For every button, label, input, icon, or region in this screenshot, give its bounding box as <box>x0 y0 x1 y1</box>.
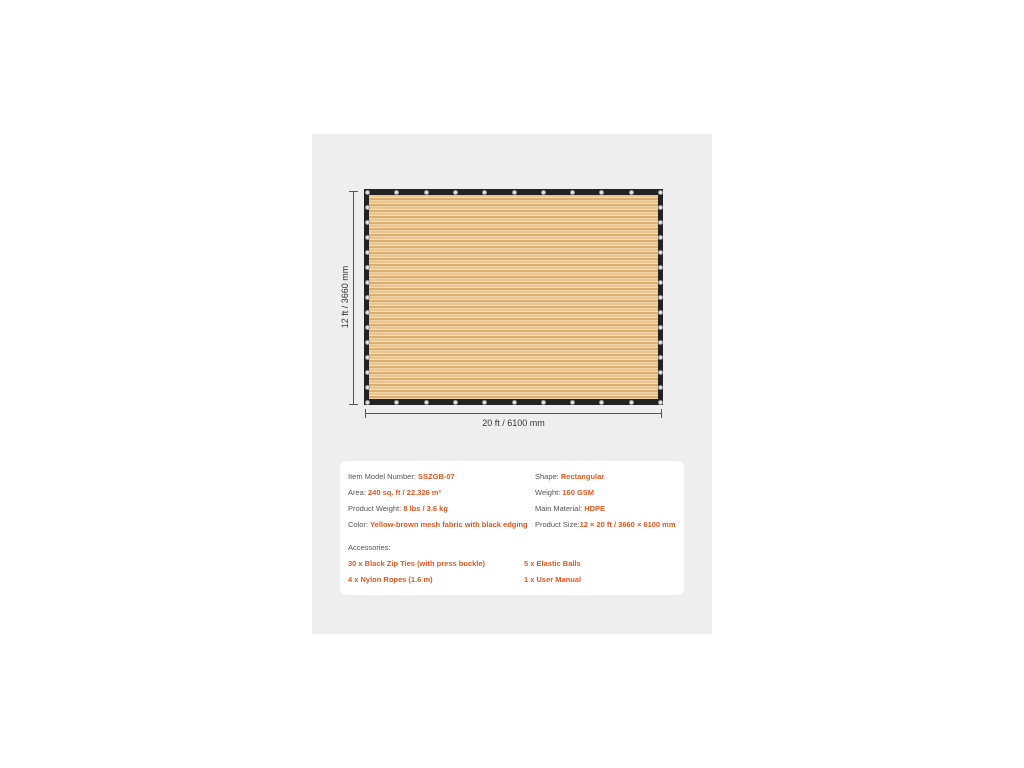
spec-color <box>348 520 528 529</box>
grommet-icon <box>541 190 546 195</box>
grommet-icon <box>658 400 663 405</box>
grommet-icon <box>365 400 370 405</box>
height-dimension-cap-top <box>349 191 358 192</box>
spec-weight-label: Weight: <box>535 488 563 497</box>
grommet-icon <box>541 400 546 405</box>
height-dimension-label: 12 ft / 3660 mm <box>340 265 350 329</box>
width-dimension-cap-left <box>365 409 366 418</box>
spec-shape-value: Rectangular <box>560 472 605 481</box>
height-dimension-cap-bottom <box>349 404 358 405</box>
spec-weight <box>535 488 594 497</box>
spec-material-value: HDPE <box>584 504 606 513</box>
grommet-icon <box>424 400 429 405</box>
grommet-icon <box>365 190 370 195</box>
grommet-icon <box>658 340 663 345</box>
width-dimension-cap-right <box>661 409 662 418</box>
spec-material-label: Main Material: <box>535 504 585 513</box>
accessory-item: 4 x Nylon Ropes (1.6 m) <box>348 575 433 584</box>
grommet-icon <box>658 325 663 330</box>
spec-size-value: 12 × 20 ft / 3660 × 6100 mm <box>579 520 676 529</box>
grommet-icon <box>658 235 663 240</box>
grommet-icon <box>599 400 604 405</box>
spec-color-value: Yellow-brown mesh fabric with black edging <box>370 520 528 529</box>
spec-size <box>535 520 676 529</box>
width-dimension-label: 20 ft / 6100 mm <box>482 418 545 428</box>
accessory-item: 30 x Black Zip Ties (with press buckle) <box>348 559 485 568</box>
grommet-icon <box>482 400 487 405</box>
spec-model <box>348 472 455 481</box>
grommet-icon <box>424 190 429 195</box>
spec-area <box>348 488 441 497</box>
grommet-icon <box>365 370 370 375</box>
height-dimension-line <box>353 191 354 404</box>
grommet-icon <box>658 265 663 270</box>
grommet-icon <box>365 250 370 255</box>
grommet-icon <box>365 235 370 240</box>
spec-model-value: SSZGB-07 <box>418 472 455 481</box>
grommet-icon <box>394 400 399 405</box>
grommet-icon <box>365 325 370 330</box>
spec-model-label: Item Model Number: <box>348 472 419 481</box>
grommet-icon <box>365 340 370 345</box>
grommet-icon <box>365 280 370 285</box>
grommet-icon <box>658 250 663 255</box>
spec-shape <box>535 472 604 481</box>
spec-size-label: Product Size: <box>535 520 580 529</box>
spec-color-label: Color: <box>348 520 371 529</box>
width-dimension-line <box>365 413 662 414</box>
grommet-icon <box>365 310 370 315</box>
spec-material <box>535 504 605 513</box>
grommet-icon <box>658 190 663 195</box>
grommet-icon <box>658 355 663 360</box>
spec-product-weight-value: 8 lbs / 3.6 kg <box>403 504 448 513</box>
grommet-icon <box>512 190 517 195</box>
grommet-icon <box>570 400 575 405</box>
grommet-icon <box>365 265 370 270</box>
spec-shape-label: Shape: <box>535 472 561 481</box>
grommet-icon <box>365 205 370 210</box>
grommet-icon <box>453 400 458 405</box>
accessories-title: Accessories: <box>348 543 391 552</box>
spec-product-weight-label: Product Weight: <box>348 504 404 513</box>
grommet-icon <box>453 190 458 195</box>
spec-area-value: 240 sq. ft / 22.326 m² <box>368 488 441 497</box>
accessory-item: 5 x Elastic Balls <box>524 559 581 568</box>
grommet-icon <box>658 385 663 390</box>
grommet-icon <box>658 310 663 315</box>
accessory-item: 1 x User Manual <box>524 575 582 584</box>
mesh-fabric <box>369 195 658 399</box>
grommet-icon <box>365 385 370 390</box>
grommet-icon <box>512 400 517 405</box>
grommet-icon <box>629 190 634 195</box>
shade-sail-image <box>364 189 663 405</box>
grommet-icon <box>629 400 634 405</box>
grommet-icon <box>365 220 370 225</box>
spec-product-weight <box>348 504 448 513</box>
grommet-icon <box>658 295 663 300</box>
grommet-icon <box>658 370 663 375</box>
spec-weight-value: 160 GSM <box>562 488 595 497</box>
grommet-icon <box>658 280 663 285</box>
grommet-icon <box>658 205 663 210</box>
spec-panel <box>340 461 684 595</box>
grommet-icon <box>365 355 370 360</box>
spec-area-label: Area: <box>348 488 369 497</box>
grommet-icon <box>365 295 370 300</box>
grommet-icon <box>658 220 663 225</box>
